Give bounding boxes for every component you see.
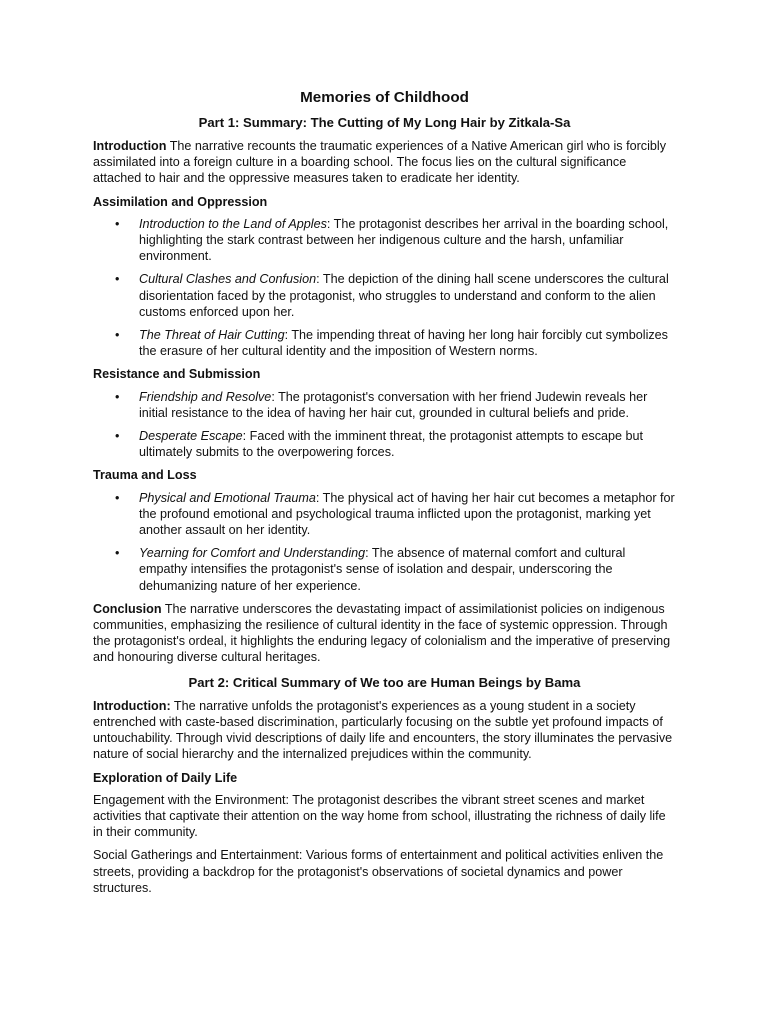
part1-conclusion-text: The narrative underscores the devastating impact of assimilationist policies on indigenous communities, emphasizing the resilience of cultural identity in the face of systemic oppression. Through the protagonist's ordeal, it highlights the enduring legacy of colonialism and the imperative of preserving and honouring diverse cultural heritages. <box>93 601 671 665</box>
list-item-term: Friendship and Resolve <box>139 389 272 404</box>
part2-heading: Part 2: Critical Summary of We too are Human Beings by Bama <box>188 674 581 690</box>
part2-intro-label: Introduction: <box>93 698 171 713</box>
list-item-term: Introduction to the Land of Apples <box>139 216 327 231</box>
list-item-term: Desperate Escape <box>139 429 243 444</box>
list-item <box>139 271 676 320</box>
list-item-term: Physical and Emotional Trauma <box>139 490 316 505</box>
list-item-text: : The absence of maternal comfort and cultural empathy intensifies the protagonist's sense of isolation and despair, underscoring the dehumanizing nature of her experience. <box>139 546 626 593</box>
paragraph-environment: Engagement with the Environment: The protagonist describes the vibrant street scenes and market activities that captivate their attention on the way home from school, illustrating the richness of daily life in their community. <box>93 792 666 840</box>
list-item <box>139 327 676 359</box>
list-item-text: : The physical act of having her hair cut becomes a metaphor for the profound emotional and psychological trauma inflicted upon the protagonist, marking yet another assault on her identity. <box>139 490 675 538</box>
list-item-text: : Faced with the imminent threat, the protagonist attempts to escape but ultimately submits to the overpowering forces. <box>139 429 644 460</box>
list-item <box>139 545 676 594</box>
section-heading-resistance: Resistance and Submission <box>93 367 261 382</box>
part1-conclusion-label: Conclusion <box>93 601 162 616</box>
part1-intro-text: The narrative recounts the traumatic experiences of a Native American girl who is forcibly assimilated into a foreign culture in a boarding school. The focus lies on the cultural significance attached to hair and the oppressive measures taken to eradicate her identity. <box>93 139 666 186</box>
part1-conclusion <box>93 601 676 666</box>
list-item <box>139 389 676 421</box>
document-title: Memories of Childhood <box>300 89 469 106</box>
part2-intro <box>93 698 676 763</box>
list-item-text: : The protagonist's conversation with her friend Judewin reveals her initial resistance to the idea of having her hair cut, grounded in cultural beliefs and pride. <box>139 389 648 420</box>
part1-intro <box>93 138 676 187</box>
list-item-text: : The impending threat of having her long hair forcibly cut symbolizes the erasure of her cultural identity and the imposition of Western norms. <box>139 328 668 359</box>
list-item-term: The Threat of Hair Cutting <box>139 328 285 343</box>
bullet-list-trauma <box>93 490 676 594</box>
section-heading-trauma: Trauma and Loss <box>93 468 197 483</box>
list-item-text: : The depiction of the dining hall scene underscores the cultural disorientation faced by the protagonist, who struggles to understand and conform to the alien customs enforced upon her. <box>139 272 669 319</box>
section-heading-assimilation: Assimilation and Oppression <box>93 194 268 209</box>
bullet-list-assimilation <box>93 216 676 360</box>
list-item <box>139 216 676 265</box>
part2-intro-text: The narrative unfolds the protagonist's experiences as a young student in a society entrenched with caste-based discrimination, particularly focusing on the subtle yet profound impacts of untouchability. Through vivid descriptions of daily life and encounters, the story illuminates the pervasive nature of social hierarchy and the internalized prejudices within the community. <box>93 698 673 762</box>
list-item-text: : The protagonist describes her arrival in the boarding school, highlighting the stark contrast between her indigenous culture and the harsh, unfamiliar environment. <box>139 216 669 264</box>
list-item-term: Cultural Clashes and Confusion <box>139 272 317 287</box>
list-item <box>139 428 676 460</box>
bullet-list-resistance <box>93 389 676 461</box>
part1-intro-label: Introduction <box>93 139 167 153</box>
section-heading-daily-life: Exploration of Daily Life <box>93 770 238 785</box>
list-item <box>139 490 676 539</box>
part1-heading: Part 1: Summary: The Cutting of My Long Hair by Zitkala-Sa <box>198 115 571 130</box>
list-item-term: Yearning for Comfort and Understanding <box>139 546 366 561</box>
paragraph-social-gatherings: Social Gatherings and Entertainment: Various forms of entertainment and political activities enliven the streets, providing a backdrop for the protagonist's observations of societal dynamics and power structures. <box>93 848 664 895</box>
